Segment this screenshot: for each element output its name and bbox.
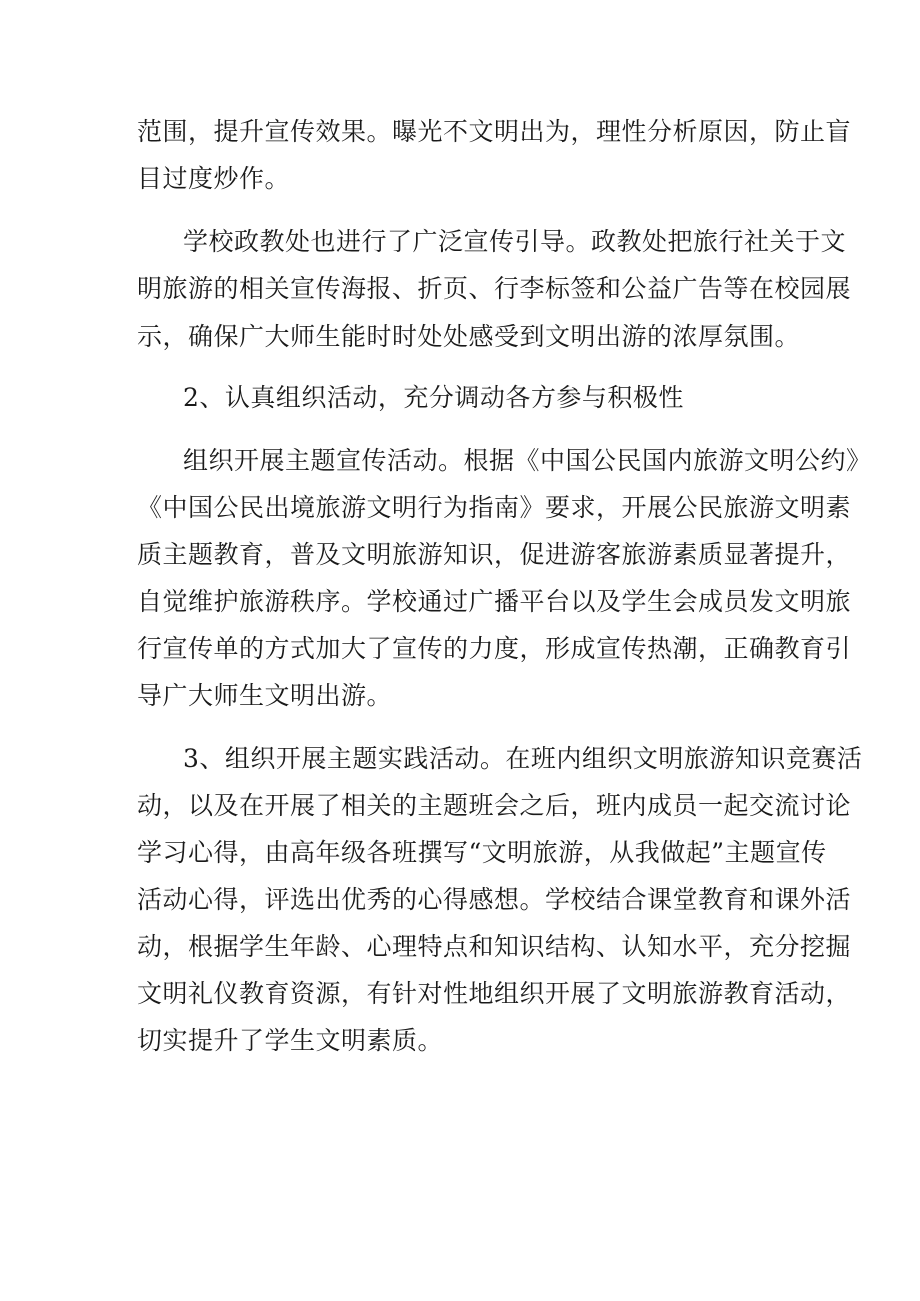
paragraph-3-line-2: 《中国公民出境旅游文明行为指南》要求，开展公民旅游文明素 — [137, 493, 852, 522]
section-heading: 2、认真组织活动，充分调动各方参与积极性 — [183, 383, 684, 412]
paragraph-1-line-1: 范围，提升宣传效果。曝光不文明出为，理性分析原因，防止盲 — [137, 117, 852, 146]
paragraph-2-line-1: 学校政教处也进行了广泛宣传引导。政教处把旅行社关于文 — [183, 227, 847, 256]
paragraph-3-line-1: 组织开展主题宣传活动。根据《中国公民国内旅游文明公约》 — [183, 446, 872, 475]
paragraph-4-line-2: 动，以及在开展了相关的主题班会之后，班内成员一起交流讨论 — [137, 791, 852, 820]
paragraph-4-line-5: 动，根据学生年龄、心理特点和知识结构、认知水平，充分挖掘 — [137, 932, 852, 961]
paragraph-1-line-2: 目过度炒作。 — [137, 164, 291, 193]
paragraph-4-line-7: 切实提升了学生文明素质。 — [137, 1026, 444, 1055]
paragraph-2-line-2: 明旅游的相关宣传海报、折页、行李标签和公益广告等在校园展 — [137, 274, 852, 303]
paragraph-4-line-4: 活动心得，评选出优秀的心得感想。学校结合课堂教育和课外活 — [137, 885, 852, 914]
paragraph-4-line-6: 文明礼仪教育资源，有针对性地组织开展了文明旅游教育活动， — [137, 979, 852, 1008]
paragraph-3-line-6: 导广大师生文明出游。 — [137, 681, 393, 710]
paragraph-4-line-3: 学习心得，由高年级各班撰写“文明旅游，从我做起”主题宣传 — [137, 838, 827, 867]
paragraph-3-line-5: 行宣传单的方式加大了宣传的力度，形成宣传热潮，正确教育引 — [137, 634, 852, 663]
paragraph-4-line-1: 3、组织开展主题实践活动。在班内组织文明旅游知识竞赛活 — [183, 744, 863, 773]
paragraph-2-line-3: 示，确保广大师生能时时处处感受到文明出游的浓厚氛围。 — [137, 322, 801, 351]
paragraph-3-line-3: 质主题教育，普及文明旅游知识，促进游客旅游素质显著提升， — [137, 540, 852, 569]
paragraph-3-line-4: 自觉维护旅游秩序。学校通过广播平台以及学生会成员发文明旅 — [137, 587, 852, 616]
